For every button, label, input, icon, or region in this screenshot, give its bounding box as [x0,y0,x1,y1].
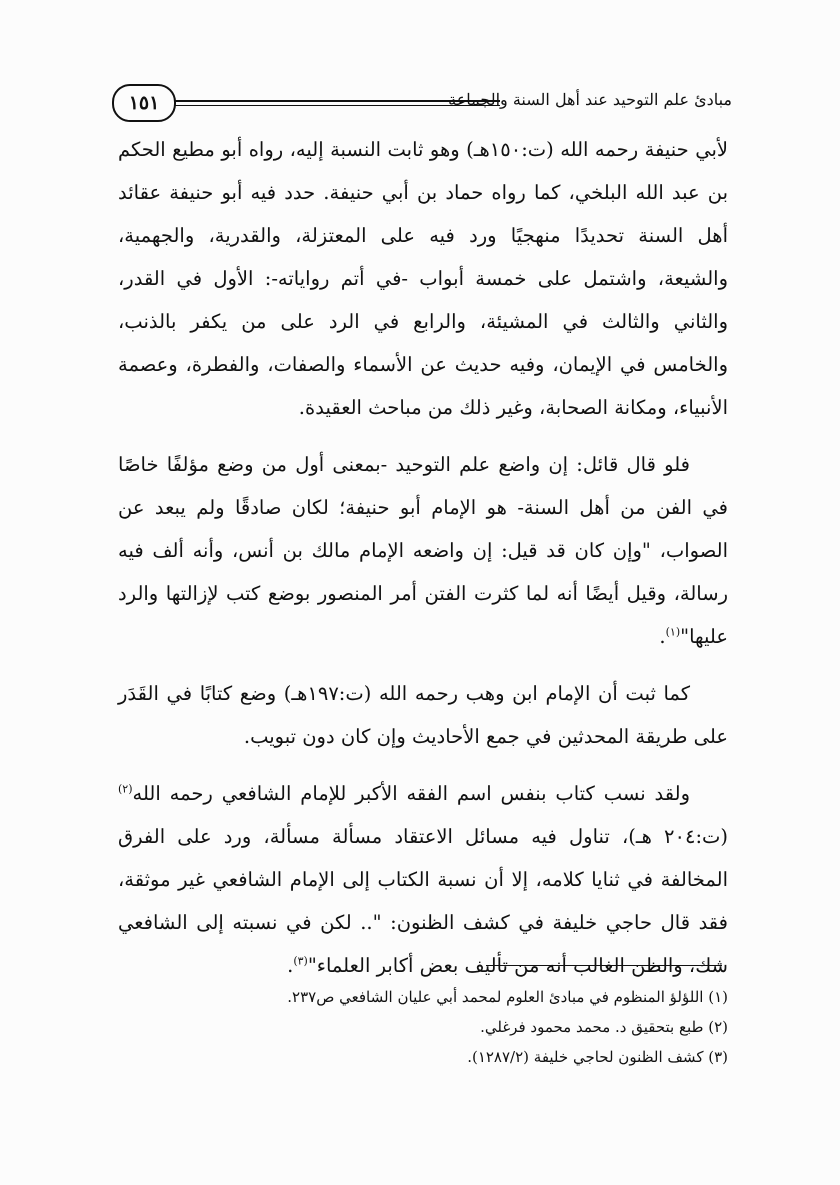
page-number: ١٥١ [112,84,176,122]
footnote-separator [486,965,722,966]
paragraph-4 [118,772,728,987]
footnote-ref-1: (١) [665,625,681,639]
paragraph-tail: . [659,625,666,648]
paragraph-tail: . [287,954,294,977]
footnote-1: (١) اللؤلؤ المنظوم في مبادئ العلوم لمحمد أبي عليان الشافعي ص٢٣٧. [287,988,728,1006]
paragraph-3 [118,672,728,758]
footnote-ref-2: (٢) [118,782,133,796]
running-header-title: مبادئ علم التوحيد عند أهل السنة والجماعة [448,90,732,109]
footnote-2: (٢) طبع بتحقيق د. محمد محمود فرغلي. [480,1018,728,1036]
running-header [112,84,732,124]
footnote-3: (٣) كشف الظنون لحاجي خليفة (١٢٨٧/٢). [467,1048,728,1066]
paragraph-2 [118,443,728,658]
paragraph-1 [118,128,728,429]
paragraph-text: فلو قال قائل: إن واضع علم التوحيد -بمعنى أول من وضع مؤلفًا خاصًا في الفن من أهل السنة- هو الإمام أبو حنيفة؛ لكان صادقًا ولم يبعد عن الصواب، "وإن كان قد قيل: إن واضعه الإمام مالك بن أنس، وأنه ألف فيه رسالة، وقيل أيضًا أنه لما كثرت الفتن أمر المنصور بوضع كتب لإزالتها والرد عليها" [118,453,728,648]
body-text [118,128,728,987]
paragraph-text: لأبي حنيفة رحمه الله (ت:١٥٠هـ) وهو ثابت النسبة إليه، رواه أبو مطيع الحكم بن عبد الله البلخي، كما رواه حماد بن أبي حنيفة. حدد فيه أبو حنيفة عقائد أهل السنة تحديدًا منهجيًا ورد فيه على المعتزلة، والقدرية، والجهمية، والشيعة، واشتمل على خمسة أبواب -في أتم رواياته-: الأول في القدر، والثاني والثالث في المشيئة، والرابع في الرد على من يكفر بالذنب، والخامس في الإيمان، وفيه حديث عن الأسماء والصفات، والفطرة، وعصمة الأنبياء، ومكانة الصحابة، وغير ذلك من مباحث العقيدة. [118,138,728,419]
paragraph-text-cont: (ت:٢٠٤ هـ)، تناول فيه مسائل الاعتقاد مسألة مسألة، ورد على الفرق المخالفة في ثنايا كلامه، إلا أن نسبة الكتاب إلى الإمام الشافعي غير موثقة، فقد قال حاجي خليفة في كشف الظنون: ".. لكن في نسبته إلى الشافعي شك، والظن الغالب أنه من تأليف بعض أكابر العلماء" [118,825,728,977]
footnote-ref-3: (٣) [293,954,308,968]
footnotes [118,982,728,1072]
paragraph-text: ولقد نسب كتاب بنفس اسم الفقه الأكبر للإمام الشافعي رحمه الله [132,782,690,805]
paragraph-text: كما ثبت أن الإمام ابن وهب رحمه الله (ت:١٩٧هـ) وضع كتابًا في القَدَر على طريقة المحدثين في جمع الأحاديث وإن كان دون تبويب. [118,682,728,748]
